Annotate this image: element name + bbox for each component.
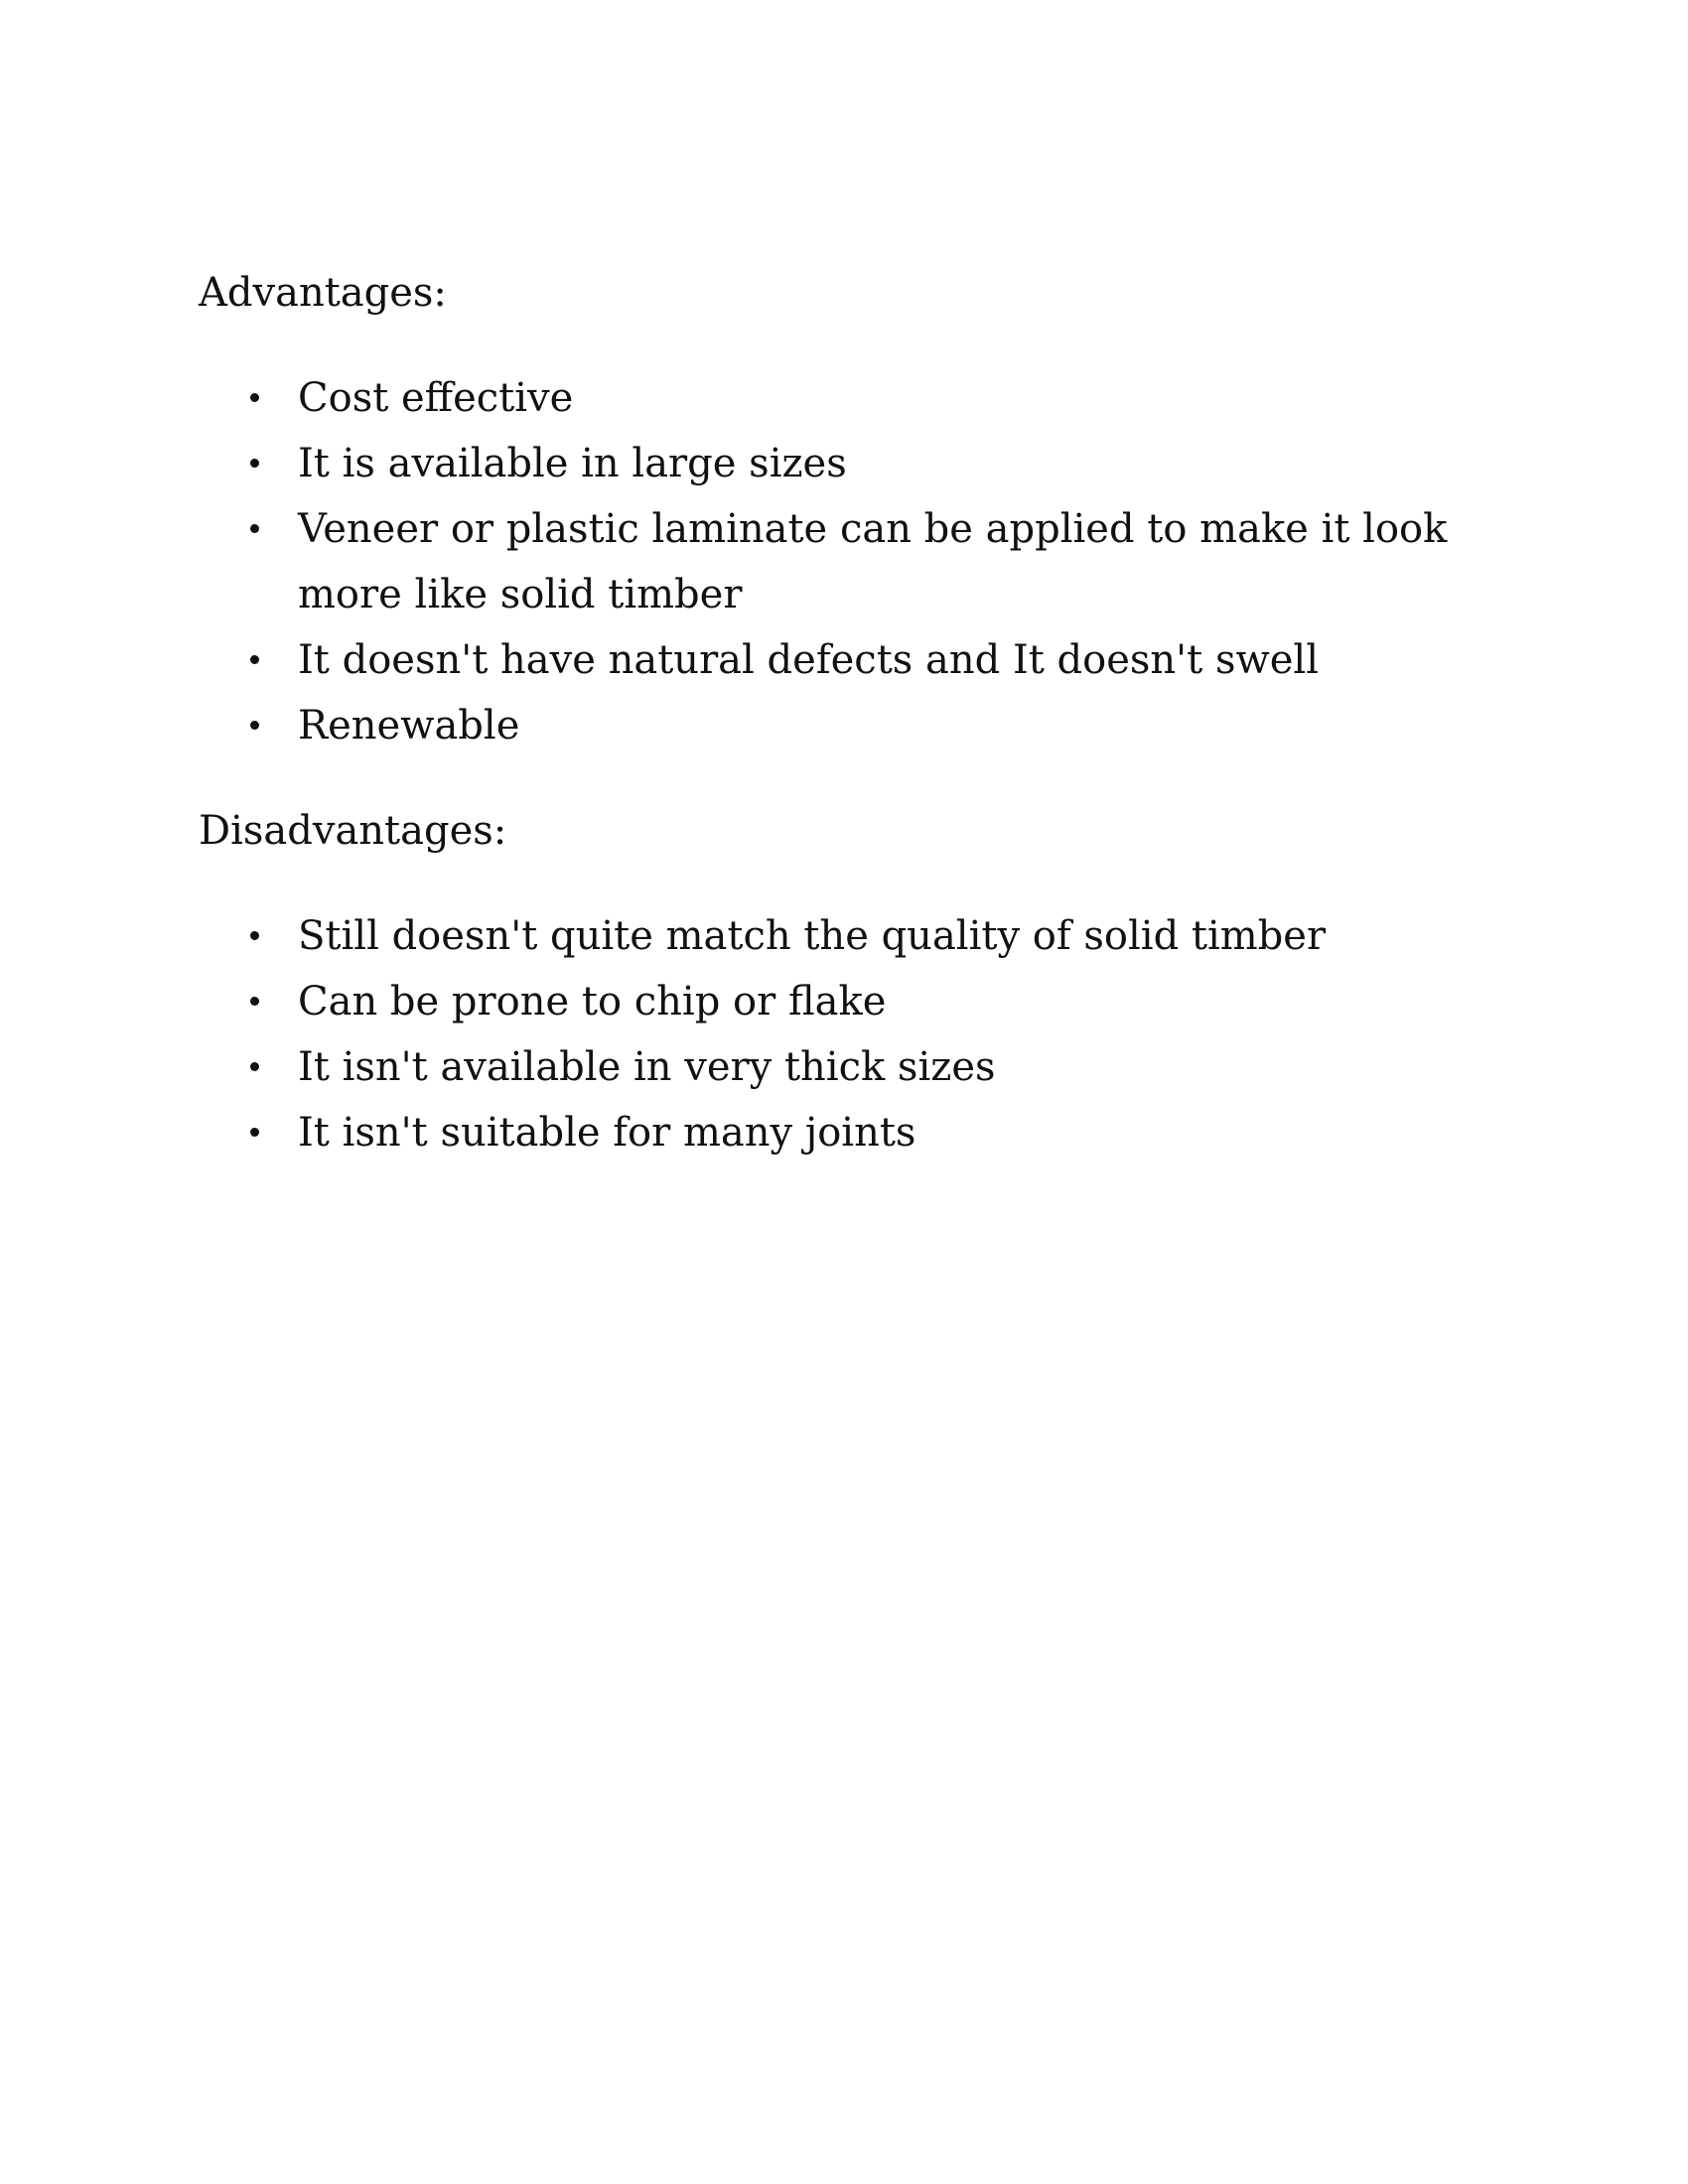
bullet-icon xyxy=(250,459,259,468)
bullet-icon xyxy=(250,931,259,940)
list-item xyxy=(199,365,1489,431)
list-item xyxy=(199,496,1489,627)
bullet-icon xyxy=(250,1062,259,1071)
list-item-text: It isn't available in very thick sizes xyxy=(298,1044,996,1090)
bullet-icon xyxy=(250,1128,259,1137)
list-item-text: Renewable xyxy=(298,703,520,749)
list-item xyxy=(199,431,1489,496)
list-item-text: It isn't suitable for many joints xyxy=(298,1110,916,1156)
list-item xyxy=(199,627,1489,693)
disadvantages-list xyxy=(199,903,1489,1165)
document-body xyxy=(199,260,1489,1205)
list-item-text: Can be prone to chip or flake xyxy=(298,979,887,1024)
list-item-text: It is available in large sizes xyxy=(298,441,847,486)
list-item-text: Veneer or plastic laminate can be applied to make it look more like solid timber xyxy=(298,506,1448,617)
bullet-icon xyxy=(250,721,259,730)
list-item xyxy=(199,693,1489,758)
advantages-list xyxy=(199,365,1489,758)
list-item xyxy=(199,903,1489,969)
disadvantages-heading: Disadvantages: xyxy=(199,808,507,854)
bullet-icon xyxy=(250,655,259,664)
bullet-icon xyxy=(250,524,259,533)
advantages-heading: Advantages: xyxy=(199,270,447,316)
list-item xyxy=(199,1034,1489,1100)
bullet-icon xyxy=(250,997,259,1006)
bullet-icon xyxy=(250,393,259,402)
list-item-text: Still doesn't quite match the quality of solid timber xyxy=(298,913,1327,959)
list-item xyxy=(199,1100,1489,1165)
list-item-text: It doesn't have natural defects and It doesn't swell xyxy=(298,637,1319,683)
list-item-text: Cost effective xyxy=(298,375,574,421)
list-item xyxy=(199,969,1489,1034)
